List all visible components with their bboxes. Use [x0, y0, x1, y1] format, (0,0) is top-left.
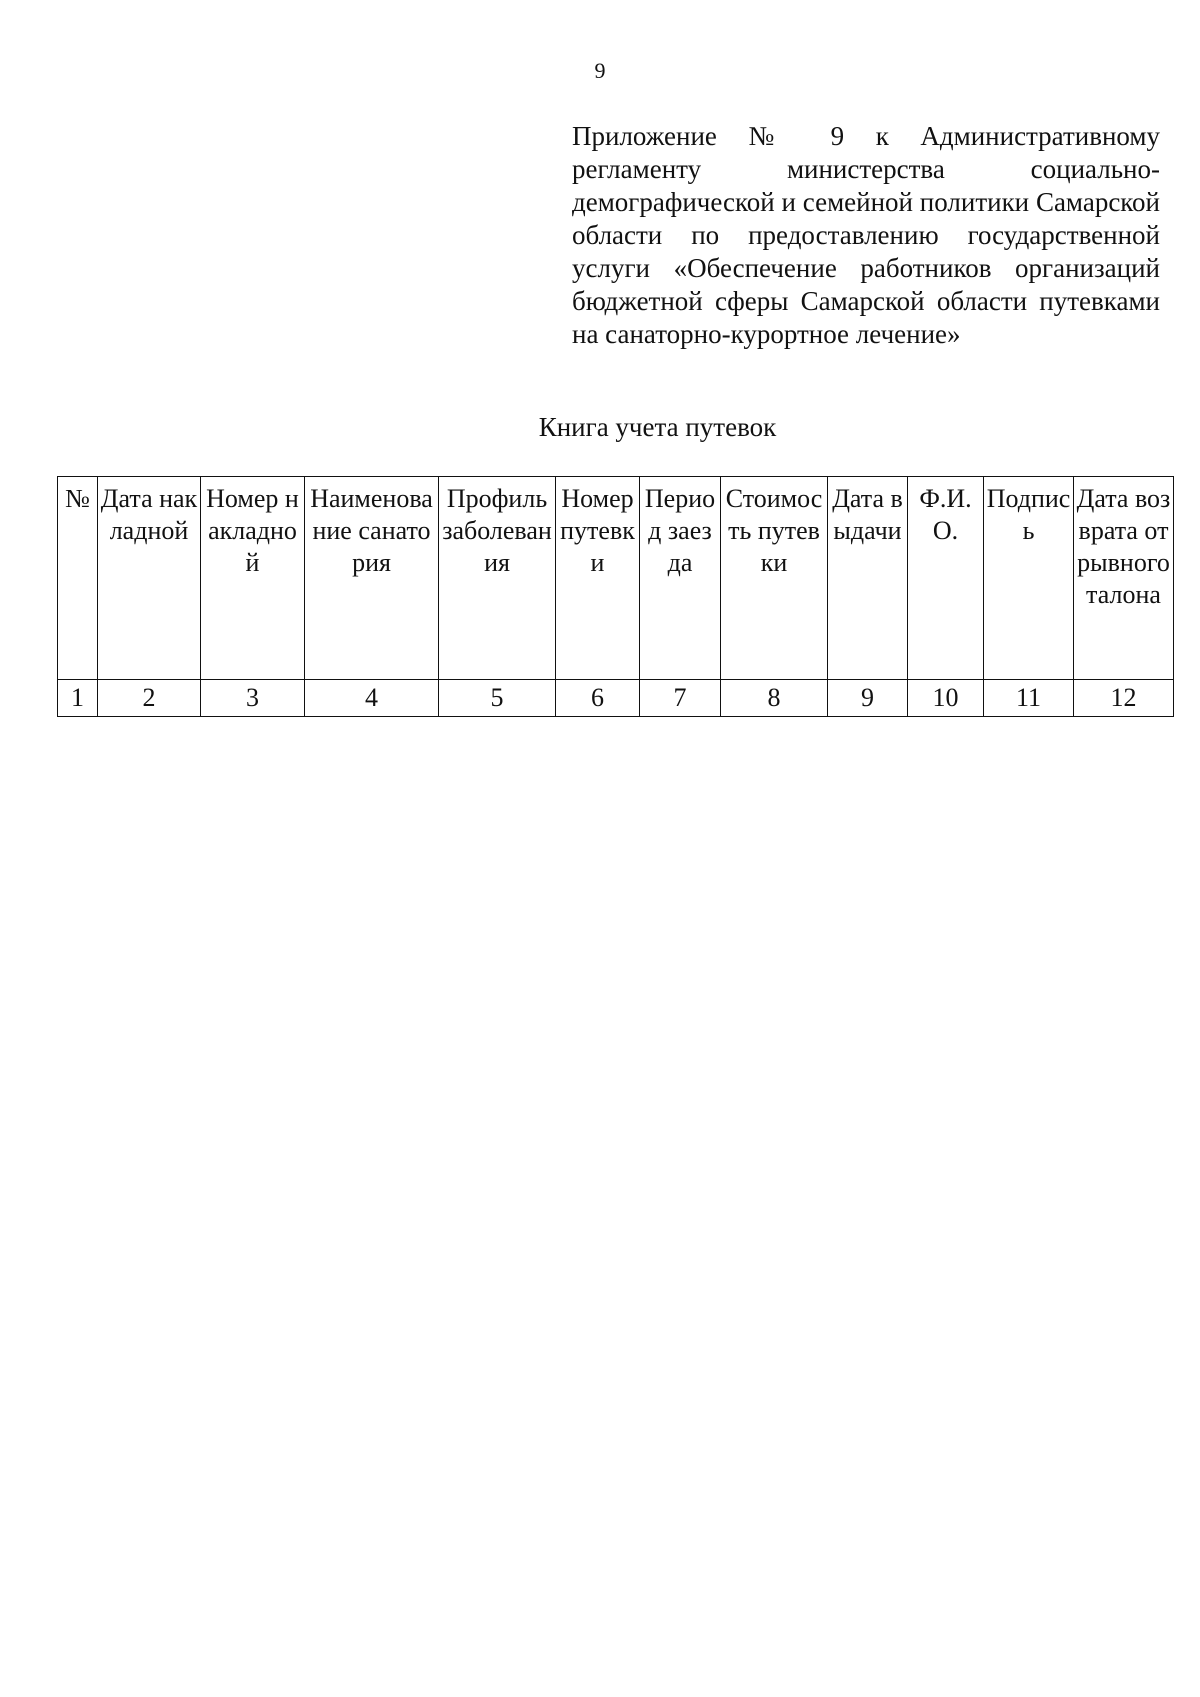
column-number-cell: 2 — [98, 680, 201, 717]
header-cell-voucher-number: Номер путевки — [556, 477, 640, 680]
header-cell-signature: Подпись — [984, 477, 1074, 680]
column-number-cell: 9 — [828, 680, 908, 717]
column-number-cell: 4 — [305, 680, 439, 717]
header-cell-coupon-return-date: Дата возврата отрывного талона — [1074, 477, 1174, 680]
column-number-cell: 10 — [908, 680, 984, 717]
header-cell-number: № — [58, 477, 98, 680]
register-table — [57, 476, 1174, 717]
header-cell-arrival-period: Период заезда — [640, 477, 721, 680]
column-number-cell: 6 — [556, 680, 640, 717]
page-number: 9 — [594, 58, 606, 83]
column-number-cell: 7 — [640, 680, 721, 717]
column-number-cell: 8 — [721, 680, 828, 717]
header-cell-issue-date: Дата выдачи — [828, 477, 908, 680]
header-cell-voucher-cost: Стоимость путевки — [721, 477, 828, 680]
column-number-cell: 1 — [58, 680, 98, 717]
column-number-cell: 3 — [201, 680, 305, 717]
header-row — [58, 477, 1174, 680]
header-cell-full-name: Ф.И.О. — [908, 477, 984, 680]
document-title: Книга учета путевок — [538, 412, 777, 442]
column-number-row — [58, 680, 1174, 717]
column-number-cell: 12 — [1074, 680, 1174, 717]
header-cell-invoice-number: Номер накладной — [201, 477, 305, 680]
header-cell-invoice-date: Дата накладной — [98, 477, 201, 680]
header-cell-sanatorium-name: Наименование санатория — [305, 477, 439, 680]
header-cell-disease-profile: Профиль заболевания — [439, 477, 556, 680]
column-number-cell: 11 — [984, 680, 1074, 717]
appendix-note: Приложение № 9 к Административному регламенту министерства социально-демографической и семейной политики Самарской области по предоставлению государственной услуги «Обеспечение работников организаций бюджетной сферы Самарской области путевками на санаторно-курортное лечение» — [572, 121, 1160, 349]
column-number-cell: 5 — [439, 680, 556, 717]
